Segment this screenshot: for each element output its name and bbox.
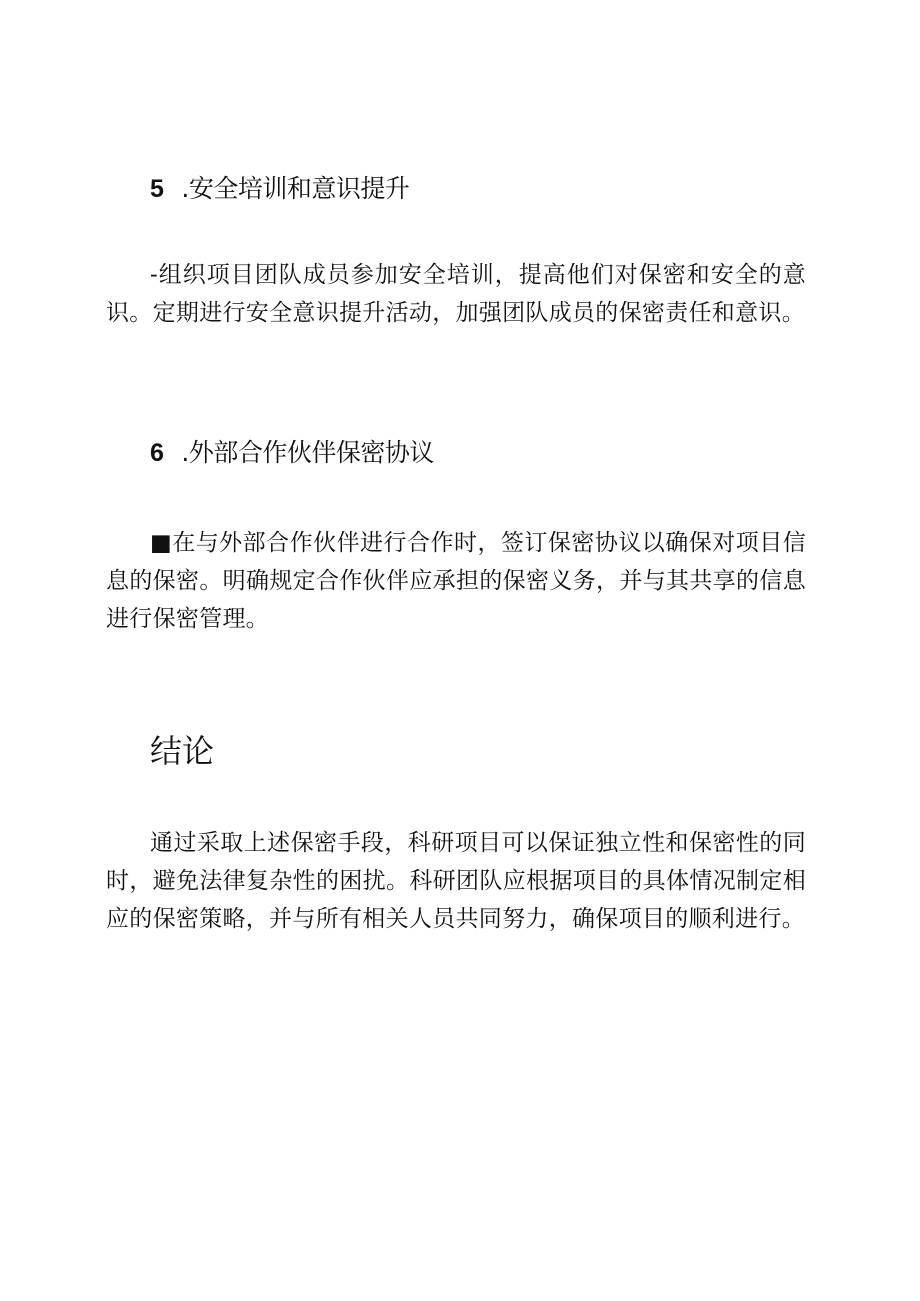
section-6-number: 6 xyxy=(150,439,164,467)
conclusion-paragraph: 通过采取上述保密手段，科研项目可以保证独立性和保密性的同时，避免法律复杂性的困扰。科研团队应根据项目的具体情况制定相应的保密策略，并与所有相关人员共同努力，确保项目的顺利进行。 xyxy=(106,830,806,932)
section-5-title: .安全培训和意识提升 xyxy=(181,174,410,203)
section-6-heading xyxy=(150,438,434,468)
section-5-paragraph: -组织项目团队成员参加安全培训，提高他们对保密和安全的意识。定期进行安全意识提升活动，加强团队成员的保密责任和意识。 xyxy=(106,262,806,326)
section-5-number: 5 xyxy=(150,175,164,203)
section-6-paragraph: ■在与外部合作伙伴进行合作时，签订保密协议以确保对项目信息的保密。明确规定合作伙伴应承担的保密义务，并与其共享的信息进行保密管理。 xyxy=(106,530,806,632)
section-5-heading xyxy=(150,174,409,204)
conclusion-title: 结论 xyxy=(150,732,215,770)
section-6-title: .外部合作伙伴保密协议 xyxy=(181,438,434,467)
